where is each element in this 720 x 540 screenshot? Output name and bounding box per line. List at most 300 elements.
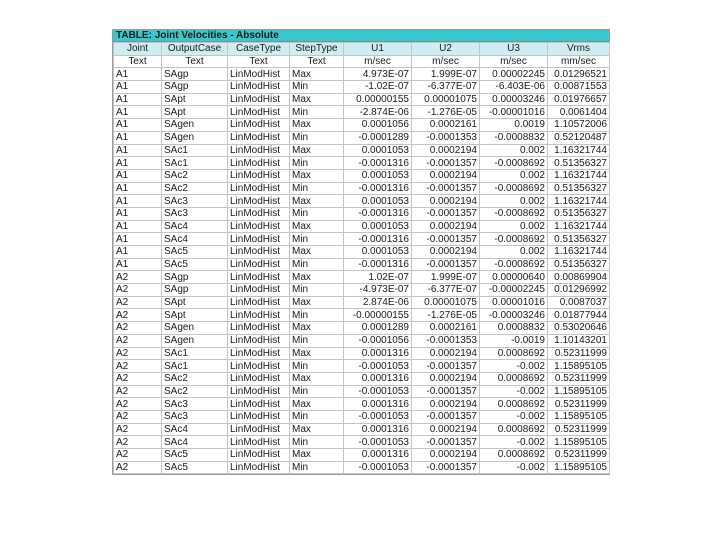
cell-outputcase: SAc5 (162, 258, 228, 271)
cell-vrms: 1.10143201 (548, 334, 610, 347)
cell-u1: 0.0001053 (344, 144, 412, 157)
cell-steptype: Min (290, 81, 344, 94)
cell-vrms: 0.51356327 (548, 207, 610, 220)
cell-casetype: LinModHist (228, 131, 290, 144)
table-row[interactable] (114, 157, 610, 170)
cell-u3: -0.0008692 (480, 258, 548, 271)
unit-steptype: Text (290, 55, 344, 68)
cell-joint: A1 (114, 246, 162, 259)
cell-steptype: Min (290, 106, 344, 119)
table-row[interactable] (114, 233, 610, 246)
cell-outputcase: SAgen (162, 131, 228, 144)
cell-u2: -0.0001357 (412, 461, 480, 474)
table-row[interactable] (114, 309, 610, 322)
cell-outputcase: SAc4 (162, 233, 228, 246)
cell-outputcase: SAgp (162, 284, 228, 297)
cell-u1: -0.0001053 (344, 461, 412, 474)
cell-u1: -0.0001316 (344, 233, 412, 246)
cell-u3: 0.00003246 (480, 93, 548, 106)
cell-u2: 0.00001075 (412, 93, 480, 106)
cell-casetype: LinModHist (228, 246, 290, 259)
cell-vrms: 0.51356327 (548, 157, 610, 170)
cell-steptype: Max (290, 220, 344, 233)
cell-u2: 0.0002194 (412, 347, 480, 360)
table-row[interactable] (114, 81, 610, 94)
cell-joint: A2 (114, 271, 162, 284)
cell-u2: -1.276E-05 (412, 106, 480, 119)
cell-steptype: Max (290, 296, 344, 309)
cell-casetype: LinModHist (228, 258, 290, 271)
cell-casetype: LinModHist (228, 284, 290, 297)
column-header-u1[interactable]: U1 (344, 43, 412, 56)
cell-u2: -0.0001357 (412, 436, 480, 449)
column-header-casetype[interactable]: CaseType (228, 43, 290, 56)
table-row[interactable] (114, 385, 610, 398)
cell-joint: A2 (114, 449, 162, 462)
cell-u2: 1.999E-07 (412, 271, 480, 284)
cell-casetype: LinModHist (228, 220, 290, 233)
cell-vrms: 0.0087037 (548, 296, 610, 309)
cell-u3: -0.0008692 (480, 233, 548, 246)
cell-steptype: Max (290, 93, 344, 106)
cell-steptype: Min (290, 360, 344, 373)
cell-casetype: LinModHist (228, 372, 290, 385)
cell-outputcase: SAc2 (162, 372, 228, 385)
unit-outputcase: Text (162, 55, 228, 68)
cell-casetype: LinModHist (228, 360, 290, 373)
cell-u1: -0.0001053 (344, 436, 412, 449)
cell-casetype: LinModHist (228, 271, 290, 284)
cell-u3: 0.0008692 (480, 372, 548, 385)
cell-casetype: LinModHist (228, 347, 290, 360)
cell-outputcase: SAc4 (162, 220, 228, 233)
cell-steptype: Min (290, 309, 344, 322)
cell-steptype: Max (290, 119, 344, 132)
cell-u1: -4.973E-07 (344, 284, 412, 297)
cell-outputcase: SApt (162, 106, 228, 119)
cell-outputcase: SAc5 (162, 449, 228, 462)
cell-u3: -6.403E-06 (480, 81, 548, 94)
cell-vrms: 1.16321744 (548, 144, 610, 157)
cell-u2: -0.0001357 (412, 157, 480, 170)
cell-steptype: Max (290, 449, 344, 462)
cell-u2: 0.0002194 (412, 372, 480, 385)
cell-u1: 1.02E-07 (344, 271, 412, 284)
column-header-joint[interactable]: Joint (114, 43, 162, 56)
cell-joint: A2 (114, 461, 162, 474)
cell-joint: A1 (114, 258, 162, 271)
cell-steptype: Max (290, 246, 344, 259)
cell-u2: -0.0001353 (412, 334, 480, 347)
cell-vrms: 0.53020646 (548, 322, 610, 335)
cell-u1: -0.0001316 (344, 207, 412, 220)
unit-u3: m/sec (480, 55, 548, 68)
cell-joint: A1 (114, 144, 162, 157)
cell-vrms: 0.01296992 (548, 284, 610, 297)
cell-vrms: 0.51356327 (548, 258, 610, 271)
cell-joint: A2 (114, 334, 162, 347)
table-row[interactable] (114, 410, 610, 423)
cell-vrms: 0.01877944 (548, 309, 610, 322)
unit-u1: m/sec (344, 55, 412, 68)
cell-outputcase: SApt (162, 309, 228, 322)
cell-outputcase: SAc4 (162, 436, 228, 449)
cell-u1: -2.874E-06 (344, 106, 412, 119)
cell-casetype: LinModHist (228, 423, 290, 436)
cell-u2: -6.377E-07 (412, 284, 480, 297)
cell-u3: 0.0008692 (480, 423, 548, 436)
cell-u3: 0.00002245 (480, 68, 548, 81)
table-row[interactable] (114, 207, 610, 220)
table-row[interactable] (114, 461, 610, 474)
cell-outputcase: SAc1 (162, 144, 228, 157)
table-row[interactable] (114, 423, 610, 436)
cell-u2: -0.0001357 (412, 207, 480, 220)
table-row[interactable] (114, 271, 610, 284)
cell-outputcase: SAgen (162, 322, 228, 335)
cell-joint: A1 (114, 81, 162, 94)
table-row[interactable] (114, 182, 610, 195)
cell-u2: -6.377E-07 (412, 81, 480, 94)
cell-casetype: LinModHist (228, 81, 290, 94)
cell-u3: 0.0019 (480, 119, 548, 132)
table-row[interactable] (114, 372, 610, 385)
cell-vrms: 0.51356327 (548, 233, 610, 246)
cell-outputcase: SAc4 (162, 423, 228, 436)
cell-outputcase: SAc5 (162, 461, 228, 474)
cell-u3: 0.00001016 (480, 296, 548, 309)
cell-u1: -0.0001053 (344, 385, 412, 398)
cell-steptype: Max (290, 271, 344, 284)
cell-casetype: LinModHist (228, 207, 290, 220)
cell-u1: 0.00000155 (344, 93, 412, 106)
cell-u3: 0.00000640 (480, 271, 548, 284)
cell-u3: 0.002 (480, 195, 548, 208)
cell-outputcase: SAc3 (162, 410, 228, 423)
cell-joint: A2 (114, 309, 162, 322)
cell-steptype: Max (290, 423, 344, 436)
cell-u3: -0.0008692 (480, 157, 548, 170)
cell-outputcase: SApt (162, 296, 228, 309)
cell-outputcase: SAc2 (162, 385, 228, 398)
cell-steptype: Max (290, 322, 344, 335)
cell-casetype: LinModHist (228, 410, 290, 423)
cell-vrms: 1.16321744 (548, 246, 610, 259)
cell-outputcase: SAc3 (162, 207, 228, 220)
cell-joint: A2 (114, 423, 162, 436)
cell-u1: 0.0001053 (344, 220, 412, 233)
table-row[interactable] (114, 334, 610, 347)
cell-u1: 0.0001053 (344, 195, 412, 208)
cell-outputcase: SAc2 (162, 169, 228, 182)
cell-vrms: 1.15895105 (548, 385, 610, 398)
cell-u2: 0.0002161 (412, 119, 480, 132)
cell-u2: -0.0001357 (412, 385, 480, 398)
cell-casetype: LinModHist (228, 106, 290, 119)
table-row[interactable] (114, 119, 610, 132)
table-row[interactable] (114, 436, 610, 449)
cell-joint: A1 (114, 220, 162, 233)
cell-vrms: 0.52311999 (548, 449, 610, 462)
cell-joint: A1 (114, 106, 162, 119)
cell-u3: -0.002 (480, 385, 548, 398)
cell-u2: 0.0002194 (412, 220, 480, 233)
cell-outputcase: SApt (162, 93, 228, 106)
cell-vrms: 0.52120487 (548, 131, 610, 144)
cell-steptype: Max (290, 169, 344, 182)
cell-vrms: 0.00869904 (548, 271, 610, 284)
cell-u3: -0.002 (480, 360, 548, 373)
cell-joint: A2 (114, 347, 162, 360)
cell-u2: 0.0002194 (412, 195, 480, 208)
cell-outputcase: SAc3 (162, 398, 228, 411)
cell-u1: 0.0001316 (344, 423, 412, 436)
cell-steptype: Min (290, 157, 344, 170)
cell-u1: -0.0001053 (344, 410, 412, 423)
cell-u2: -0.0001357 (412, 233, 480, 246)
cell-u3: 0.0008692 (480, 398, 548, 411)
column-header-u2[interactable]: U2 (412, 43, 480, 56)
table-row[interactable] (114, 398, 610, 411)
table-row[interactable] (114, 284, 610, 297)
cell-casetype: LinModHist (228, 93, 290, 106)
cell-u3: -0.00002245 (480, 284, 548, 297)
table-body (114, 68, 610, 474)
cell-u1: 0.0001316 (344, 372, 412, 385)
cell-outputcase: SAc1 (162, 360, 228, 373)
cell-joint: A1 (114, 131, 162, 144)
column-header-vrms[interactable]: Vrms (548, 43, 610, 56)
cell-steptype: Min (290, 233, 344, 246)
cell-casetype: LinModHist (228, 195, 290, 208)
cell-u1: -0.0001316 (344, 258, 412, 271)
cell-u2: -0.0001353 (412, 131, 480, 144)
cell-outputcase: SAgp (162, 81, 228, 94)
cell-joint: A1 (114, 169, 162, 182)
cell-u2: -1.276E-05 (412, 309, 480, 322)
cell-u2: 0.0002161 (412, 322, 480, 335)
cell-u3: 0.0008692 (480, 347, 548, 360)
cell-casetype: LinModHist (228, 182, 290, 195)
table-row[interactable] (114, 195, 610, 208)
cell-joint: A1 (114, 182, 162, 195)
cell-casetype: LinModHist (228, 309, 290, 322)
cell-joint: A2 (114, 436, 162, 449)
cell-casetype: LinModHist (228, 385, 290, 398)
table-row[interactable] (114, 93, 610, 106)
cell-joint: A2 (114, 296, 162, 309)
cell-vrms: 0.01296521 (548, 68, 610, 81)
cell-joint: A1 (114, 93, 162, 106)
table-row[interactable] (114, 258, 610, 271)
column-header-outputcase[interactable]: OutputCase (162, 43, 228, 56)
cell-u3: -0.00003246 (480, 309, 548, 322)
table-row[interactable] (114, 144, 610, 157)
cell-u1: 2.874E-06 (344, 296, 412, 309)
cell-u1: -0.0001316 (344, 157, 412, 170)
cell-u2: 0.0002194 (412, 398, 480, 411)
cell-u2: 0.0002194 (412, 423, 480, 436)
cell-u1: 0.0001316 (344, 347, 412, 360)
unit-casetype: Text (228, 55, 290, 68)
cell-steptype: Max (290, 347, 344, 360)
table-row[interactable] (114, 246, 610, 259)
cell-casetype: LinModHist (228, 119, 290, 132)
cell-u3: 0.002 (480, 169, 548, 182)
table-row[interactable] (114, 106, 610, 119)
cell-vrms: 1.15895105 (548, 410, 610, 423)
cell-joint: A2 (114, 322, 162, 335)
cell-steptype: Max (290, 144, 344, 157)
cell-steptype: Min (290, 182, 344, 195)
cell-u1: -0.0001056 (344, 334, 412, 347)
cell-steptype: Max (290, 195, 344, 208)
cell-outputcase: SAc3 (162, 195, 228, 208)
cell-u3: -0.002 (480, 461, 548, 474)
cell-u2: 0.0002194 (412, 144, 480, 157)
cell-vrms: 1.10572006 (548, 119, 610, 132)
cell-joint: A1 (114, 119, 162, 132)
table-row[interactable] (114, 347, 610, 360)
cell-casetype: LinModHist (228, 296, 290, 309)
column-header-steptype[interactable]: StepType (290, 43, 344, 56)
cell-u2: -0.0001357 (412, 258, 480, 271)
cell-u1: -0.0001316 (344, 182, 412, 195)
table-row[interactable] (114, 68, 610, 81)
cell-outputcase: SAc1 (162, 157, 228, 170)
cell-casetype: LinModHist (228, 449, 290, 462)
unit-joint: Text (114, 55, 162, 68)
cell-joint: A2 (114, 372, 162, 385)
cell-casetype: LinModHist (228, 398, 290, 411)
table-row[interactable] (114, 131, 610, 144)
cell-outputcase: SAgen (162, 334, 228, 347)
cell-u1: -1.02E-07 (344, 81, 412, 94)
table-row[interactable] (114, 322, 610, 335)
cell-steptype: Min (290, 334, 344, 347)
cell-u3: -0.0008692 (480, 207, 548, 220)
table-row[interactable] (114, 360, 610, 373)
table-title: TABLE: Joint Velocities - Absolute (113, 30, 609, 42)
cell-steptype: Max (290, 398, 344, 411)
cell-vrms: 1.15895105 (548, 461, 610, 474)
table-row[interactable] (114, 169, 610, 182)
cell-steptype: Min (290, 284, 344, 297)
cell-u1: 4.973E-07 (344, 68, 412, 81)
cell-vrms: 1.16321744 (548, 195, 610, 208)
cell-u1: 0.0001316 (344, 449, 412, 462)
cell-steptype: Min (290, 461, 344, 474)
cell-joint: A1 (114, 157, 162, 170)
column-header-u3[interactable]: U3 (480, 43, 548, 56)
cell-vrms: 1.15895105 (548, 436, 610, 449)
cell-u2: -0.0001357 (412, 182, 480, 195)
unit-vrms: mm/sec (548, 55, 610, 68)
units-row (114, 55, 610, 68)
cell-u1: 0.0001053 (344, 246, 412, 259)
cell-vrms: 0.52311999 (548, 423, 610, 436)
cell-u1: -0.00000155 (344, 309, 412, 322)
cell-vrms: 0.0061404 (548, 106, 610, 119)
cell-u1: 0.0001316 (344, 398, 412, 411)
cell-u3: 0.0008692 (480, 449, 548, 462)
cell-joint: A2 (114, 284, 162, 297)
cell-joint: A1 (114, 233, 162, 246)
cell-vrms: 1.16321744 (548, 169, 610, 182)
cell-u3: -0.002 (480, 436, 548, 449)
cell-u1: -0.0001053 (344, 360, 412, 373)
cell-steptype: Min (290, 436, 344, 449)
joint-velocities-table (113, 42, 610, 474)
cell-u2: 0.0002194 (412, 449, 480, 462)
cell-u2: 1.999E-07 (412, 68, 480, 81)
cell-casetype: LinModHist (228, 233, 290, 246)
cell-u3: -0.00001016 (480, 106, 548, 119)
table-row[interactable] (114, 449, 610, 462)
cell-u2: 0.0002194 (412, 169, 480, 182)
cell-joint: A1 (114, 195, 162, 208)
cell-u3: 0.002 (480, 144, 548, 157)
cell-steptype: Min (290, 410, 344, 423)
cell-u3: 0.002 (480, 246, 548, 259)
cell-steptype: Min (290, 131, 344, 144)
unit-u2: m/sec (412, 55, 480, 68)
cell-vrms: 0.52311999 (548, 372, 610, 385)
column-header-row (114, 43, 610, 56)
cell-vrms: 0.00871553 (548, 81, 610, 94)
cell-joint: A1 (114, 207, 162, 220)
table-row[interactable] (114, 296, 610, 309)
cell-u2: 0.0002194 (412, 246, 480, 259)
cell-casetype: LinModHist (228, 322, 290, 335)
cell-outputcase: SAgp (162, 68, 228, 81)
cell-casetype: LinModHist (228, 461, 290, 474)
cell-joint: A2 (114, 360, 162, 373)
cell-joint: A1 (114, 68, 162, 81)
cell-u3: -0.0019 (480, 334, 548, 347)
cell-u1: 0.0001053 (344, 169, 412, 182)
cell-outputcase: SAc5 (162, 246, 228, 259)
cell-outputcase: SAgen (162, 119, 228, 132)
cell-u2: 0.00001075 (412, 296, 480, 309)
cell-u2: -0.0001357 (412, 360, 480, 373)
data-table-panel (112, 29, 610, 475)
cell-outputcase: SAc2 (162, 182, 228, 195)
cell-vrms: 1.15895105 (548, 360, 610, 373)
cell-steptype: Min (290, 207, 344, 220)
cell-vrms: 0.52311999 (548, 398, 610, 411)
cell-u3: -0.002 (480, 410, 548, 423)
cell-steptype: Min (290, 385, 344, 398)
cell-u1: 0.0001056 (344, 119, 412, 132)
cell-joint: A2 (114, 398, 162, 411)
cell-casetype: LinModHist (228, 144, 290, 157)
cell-steptype: Min (290, 258, 344, 271)
cell-u3: 0.0008832 (480, 322, 548, 335)
cell-steptype: Max (290, 68, 344, 81)
table-row[interactable] (114, 220, 610, 233)
cell-vrms: 0.01976657 (548, 93, 610, 106)
cell-u3: -0.0008832 (480, 131, 548, 144)
cell-u1: 0.0001289 (344, 322, 412, 335)
cell-outputcase: SAc1 (162, 347, 228, 360)
cell-joint: A2 (114, 410, 162, 423)
cell-u3: 0.002 (480, 220, 548, 233)
cell-vrms: 0.51356327 (548, 182, 610, 195)
cell-casetype: LinModHist (228, 169, 290, 182)
cell-casetype: LinModHist (228, 334, 290, 347)
cell-vrms: 1.16321744 (548, 220, 610, 233)
